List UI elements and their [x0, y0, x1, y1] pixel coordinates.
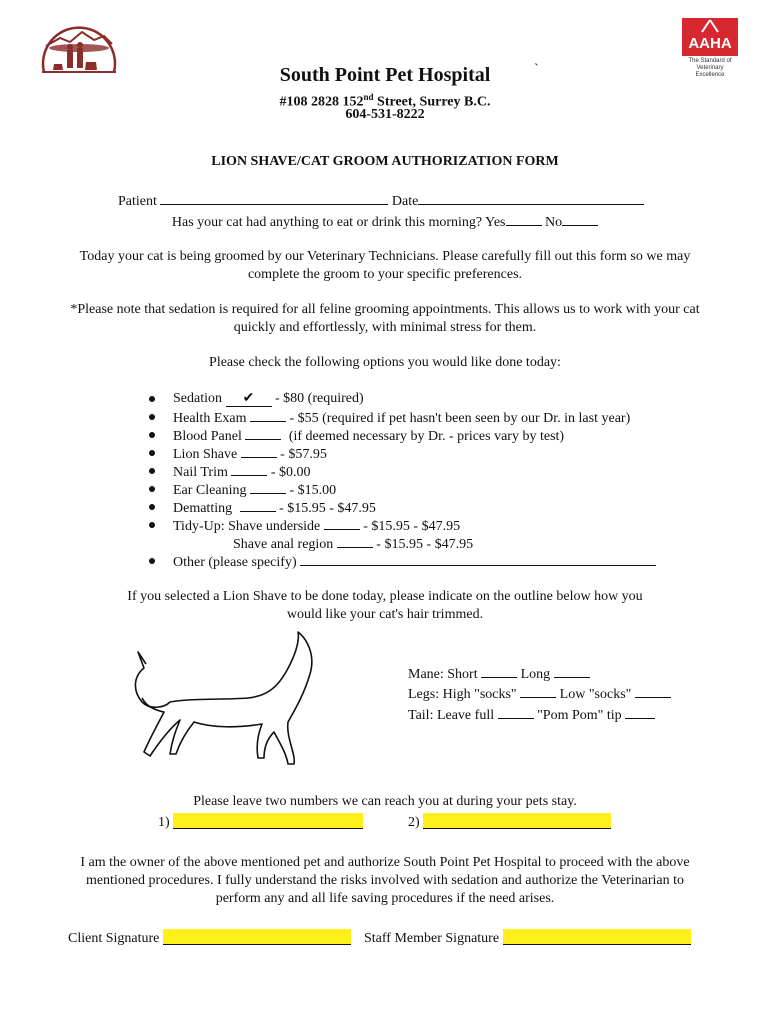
contact-number-2-field[interactable]	[423, 813, 611, 829]
fasting-no-field[interactable]	[562, 212, 598, 226]
option-other: Other (please specify)	[173, 552, 656, 572]
hospital-phone: 604-531-8222	[345, 107, 425, 122]
authorization-line-1: I am the owner of the above mentioned pet and authorize South Point Pet Hospital to proceed with the above	[80, 855, 690, 870]
aaha-tagline: The Standard of Veterinary Excellence	[688, 58, 732, 78]
patient-date-row: Patient Date	[118, 191, 644, 211]
check-icon: ✔	[242, 391, 255, 406]
tidy-up-underside-field[interactable]	[324, 516, 360, 530]
option-sedation: Sedation ✔ - $80 (required)	[173, 390, 364, 408]
option-nail-trim: Nail Trim - $0.00	[173, 462, 311, 482]
sedation-check-field[interactable]	[226, 392, 272, 407]
option-lion-shave: Lion Shave - $57.95	[173, 444, 327, 464]
mane-long-field[interactable]	[554, 664, 590, 678]
contact-number-2: 2)	[408, 813, 611, 832]
anal-region-field[interactable]	[337, 534, 373, 548]
header-tick: `	[534, 62, 539, 77]
fasting-yes-field[interactable]	[506, 212, 542, 226]
hospital-name: South Point Pet Hospital	[279, 64, 491, 86]
lion-shave-prompt-line-1: If you selected a Lion Shave to be done today, please indicate on the outline below how you	[127, 589, 643, 604]
option-tidy-up: Tidy-Up: Shave underside - $15.95 - $47.95	[173, 516, 460, 536]
legs-high-field[interactable]	[520, 684, 556, 698]
patient-field[interactable]	[160, 191, 388, 205]
contact-prompt: Please leave two numbers we can reach you at during your pets stay.	[193, 794, 577, 809]
intro-line-1: Today your cat is being groomed by our Veterinary Technicians. Please carefully fill out this form so we may	[79, 249, 691, 264]
intro-line-2: complete the groom to your specific preferences.	[247, 267, 523, 282]
contact-number-1-field[interactable]	[173, 813, 363, 829]
tail-pom-field[interactable]	[625, 705, 655, 719]
aaha-text: AAHA	[688, 35, 732, 52]
other-field[interactable]	[300, 552, 656, 566]
ear-cleaning-field[interactable]	[250, 480, 286, 494]
tail-full-field[interactable]	[498, 705, 534, 719]
sedation-note-line-1: *Please note that sedation is required for all feline grooming appointments. This allows us to work with your cat	[70, 302, 700, 317]
dematting-field[interactable]	[240, 498, 276, 512]
contact-number-1: 1)	[158, 813, 363, 832]
trim-tail-row: Tail: Leave full "Pom Pom" tip	[408, 705, 655, 725]
blood-panel-field[interactable]	[245, 426, 281, 440]
lion-shave-field[interactable]	[241, 444, 277, 458]
hospital-address: #108 2828 152nd Street, Surrey B.C.	[279, 92, 491, 110]
option-ear-cleaning: Ear Cleaning - $15.00	[173, 480, 336, 500]
fasting-question-row: Has your cat had anything to eat or drink this morning? Yes No	[0, 212, 770, 232]
option-anal-region: Shave anal region - $15.95 - $47.95	[233, 534, 473, 554]
nail-trim-field[interactable]	[231, 462, 267, 476]
trim-mane-row: Mane: Short Long	[408, 664, 590, 684]
option-blood-panel: Blood Panel (if deemed necessary by Dr. - prices vary by test)	[173, 426, 564, 446]
date-field[interactable]	[418, 191, 644, 205]
staff-signature-field[interactable]	[503, 929, 691, 945]
client-signature-field[interactable]	[163, 929, 351, 945]
client-signature: Client Signature	[68, 929, 351, 948]
health-exam-field[interactable]	[250, 408, 286, 422]
authorization-line-2: mentioned procedures. I fully understand the risks involved with sedation and authorize the Veterinarian to	[85, 873, 685, 888]
legs-low-field[interactable]	[635, 684, 671, 698]
option-health-exam: Health Exam - $55 (required if pet hasn't been seen by our Dr. in last year)	[173, 408, 630, 428]
mane-short-field[interactable]	[481, 664, 517, 678]
options-prompt: Please check the following options you would like done today:	[209, 355, 561, 370]
aaha-mark	[682, 18, 738, 56]
option-dematting: Dematting - $15.95 - $47.95	[173, 498, 376, 518]
lion-shave-prompt-line-2: would like your cat's hair trimmed.	[286, 607, 484, 622]
sedation-note-line-2: quickly and effortlessly, with minimal stress for them.	[233, 320, 537, 335]
staff-signature: Staff Member Signature	[364, 929, 691, 948]
form-title: LION SHAVE/CAT GROOM AUTHORIZATION FORM	[211, 154, 559, 169]
authorization-line-3: perform any and all life saving procedures if the need arises.	[215, 891, 555, 906]
trim-legs-row: Legs: High "socks" Low "socks"	[408, 684, 671, 704]
cat-outline-drawing[interactable]	[128, 628, 328, 776]
